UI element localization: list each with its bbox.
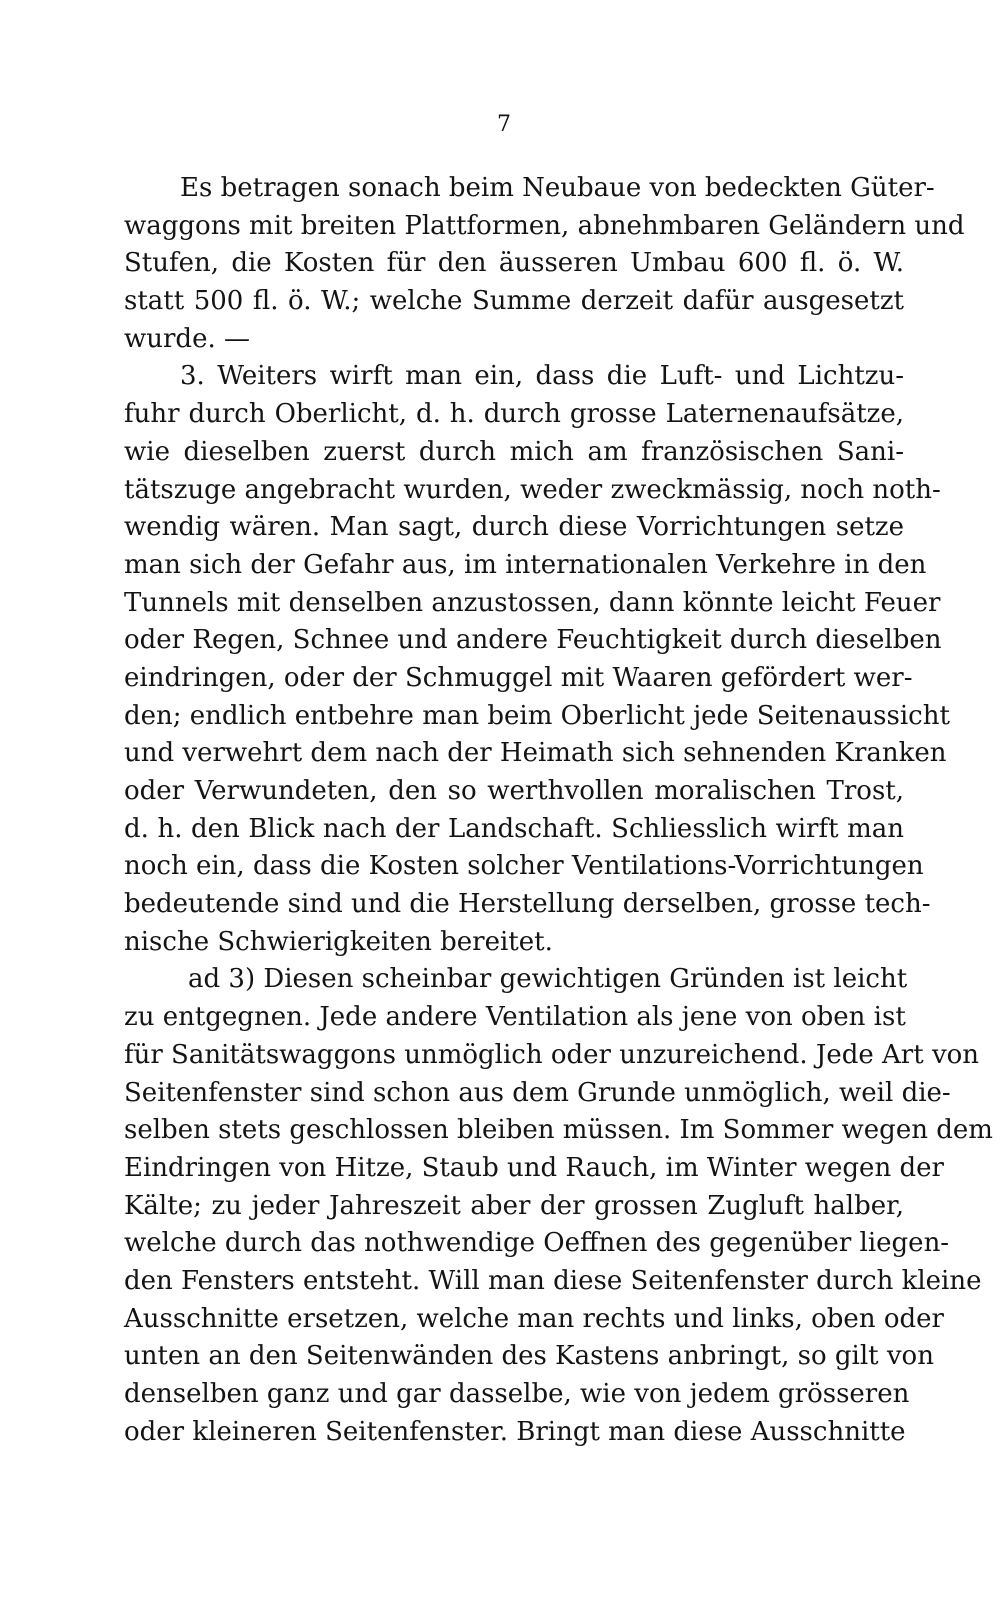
- text-line: ad 3) Diesen scheinbar gewichtigen Gründen ist leicht: [188, 964, 908, 995]
- text-line: Es betragen sonach beim Neubaue von bedeckten Güter-: [180, 173, 935, 203]
- text-line: Stufen, die Kosten für den äusseren Umbau 600 fl. ö. W.: [124, 248, 904, 279]
- text-line: für Sanitätswaggons unmöglich oder unzureichend. Jede Art von: [124, 1039, 980, 1070]
- text-line: bedeutende sind und die Herstellung derselben, grosse tech-: [124, 889, 931, 920]
- text-line: den Fensters entsteht. Will man diese Seitenfenster durch kleine: [124, 1265, 982, 1296]
- text-line: man sich der Gefahr aus, im internationalen Verkehre in den: [124, 549, 927, 580]
- text-line: selben stets geschlossen bleiben müssen. Im Sommer wegen dem: [124, 1115, 993, 1146]
- text-line: oder kleineren Seitenfenster. Bringt man diese Ausschnitte: [124, 1416, 906, 1447]
- text-line: noch ein, dass die Kosten solcher Ventilations-Vorrichtungen: [124, 851, 924, 882]
- page-number: 7: [497, 112, 511, 137]
- text-line: wie dieselben zuerst durch mich am französischen Sani-: [124, 436, 904, 467]
- text-line: unten an den Seitenwänden des Kastens anbringt, so gilt von: [124, 1341, 934, 1372]
- text-line: und verwehrt dem nach der Heimath sich sehnenden Kranken: [124, 738, 947, 769]
- text-line: 3. Weiters wirft man ein, dass die Luft- und Lichtzu-: [180, 361, 904, 392]
- text-line: wurde. —: [124, 323, 250, 354]
- text-line: Ausschnitte ersetzen, welche man rechts und links, oben oder: [124, 1303, 944, 1334]
- text-line: nische Schwierigkeiten bereitet.: [124, 926, 553, 957]
- text-line: statt 500 fl. ö. W.; welche Summe derzeit dafür ausgesetzt: [124, 286, 904, 317]
- text-line: oder Verwundeten, den so werthvollen moralischen Trost,: [124, 776, 904, 806]
- text-line: waggons mit breiten Plattformen, abnehmbaren Geländern und: [124, 210, 965, 241]
- text-line: eindringen, oder der Schmuggel mit Waaren gefördert wer-: [124, 662, 913, 693]
- text-line: tätszuge angebracht wurden, weder zweckmässig, noch noth-: [124, 474, 941, 505]
- body-text: [124, 170, 993, 1451]
- text-line: d. h. den Blick nach der Landschaft. Schliesslich wirft man: [124, 813, 904, 844]
- text-line: den; endlich entbehre man beim Oberlicht jede Seitenaussicht: [124, 700, 950, 731]
- text-line: Kälte; zu jeder Jahreszeit aber der grossen Zugluft halber,: [124, 1190, 904, 1221]
- text-line: oder Regen, Schnee und andere Feuchtigkeit durch dieselben: [124, 625, 942, 656]
- text-line: fuhr durch Oberlicht, d. h. durch grosse Laternenaufsätze,: [124, 399, 904, 430]
- text-line: Eindringen von Hitze, Staub und Rauch, im Winter wegen der: [124, 1152, 944, 1183]
- text-line: denselben ganz und gar dasselbe, wie von jedem grösseren: [124, 1379, 910, 1409]
- text-line: welche durch das nothwendige Oeffnen des gegenüber liegen-: [124, 1228, 950, 1259]
- text-line: Seitenfenster sind schon aus dem Grunde unmöglich, weil die-: [124, 1077, 951, 1108]
- text-line: zu entgegnen. Jede andere Ventilation als jene von oben ist: [124, 1002, 906, 1033]
- text-line: Tunnels mit denselben anzustossen, dann könnte leicht Feuer: [124, 587, 941, 618]
- text-line: wendig wären. Man sagt, durch diese Vorrichtungen setze: [124, 512, 904, 543]
